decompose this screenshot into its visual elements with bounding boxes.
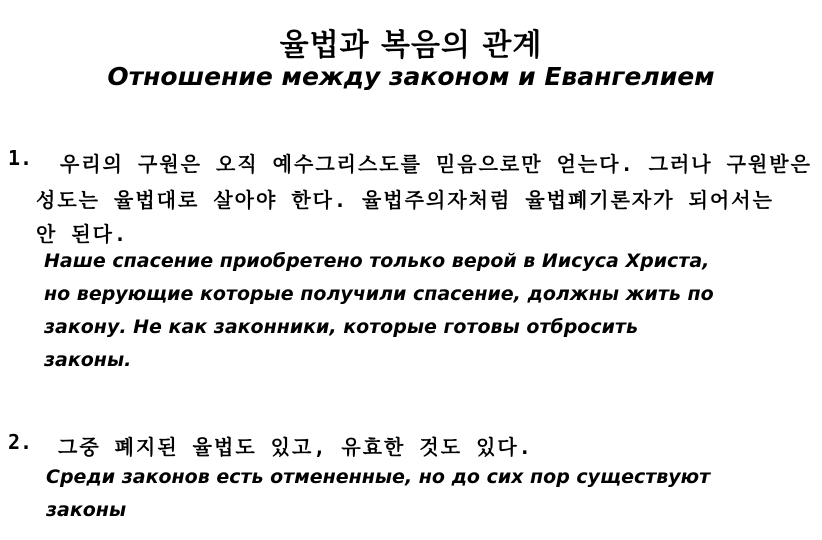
title-russian: Отношение между законом и Евангелием <box>107 62 715 91</box>
point-2-russian-line-2: законы <box>46 499 127 521</box>
point-1-russian-line-4: законы. <box>44 349 132 371</box>
point-2-korean-line-1: 그중 폐지된 율법도 있고, 유효한 것도 있다. <box>58 435 533 459</box>
point-1-korean-line-2: 성도는 율법대로 살아야 한다. 율법주의자처럼 율법폐기론자가 되어서는 <box>36 188 774 212</box>
point-1-russian-line-3: закону. Не как законники, которые готовы отбросить <box>44 316 638 338</box>
point-1-korean-line-3: 안 된다. <box>36 222 129 246</box>
point-1-russian <box>44 245 714 377</box>
point-2-number: 2. <box>8 430 33 454</box>
point-1-number: 1. <box>8 146 33 170</box>
point-2-russian-line-1: Среди законов есть отмененные, но до сих пор существуют <box>46 466 711 488</box>
point-2-russian <box>46 461 710 527</box>
point-1-russian-line-2: но верующие которые получили спасение, должны жить по <box>44 283 714 305</box>
title-korean: 율법과 복음의 관계 <box>279 28 543 63</box>
point-1-russian-line-1: Наше спасение приобретено только верой в Иисуса Христа, <box>44 250 710 272</box>
point-1-korean-line-1: 우리의 구원은 오직 예수그리스도를 믿음으로만 얻는다. 그러나 구원받은 <box>60 152 812 176</box>
